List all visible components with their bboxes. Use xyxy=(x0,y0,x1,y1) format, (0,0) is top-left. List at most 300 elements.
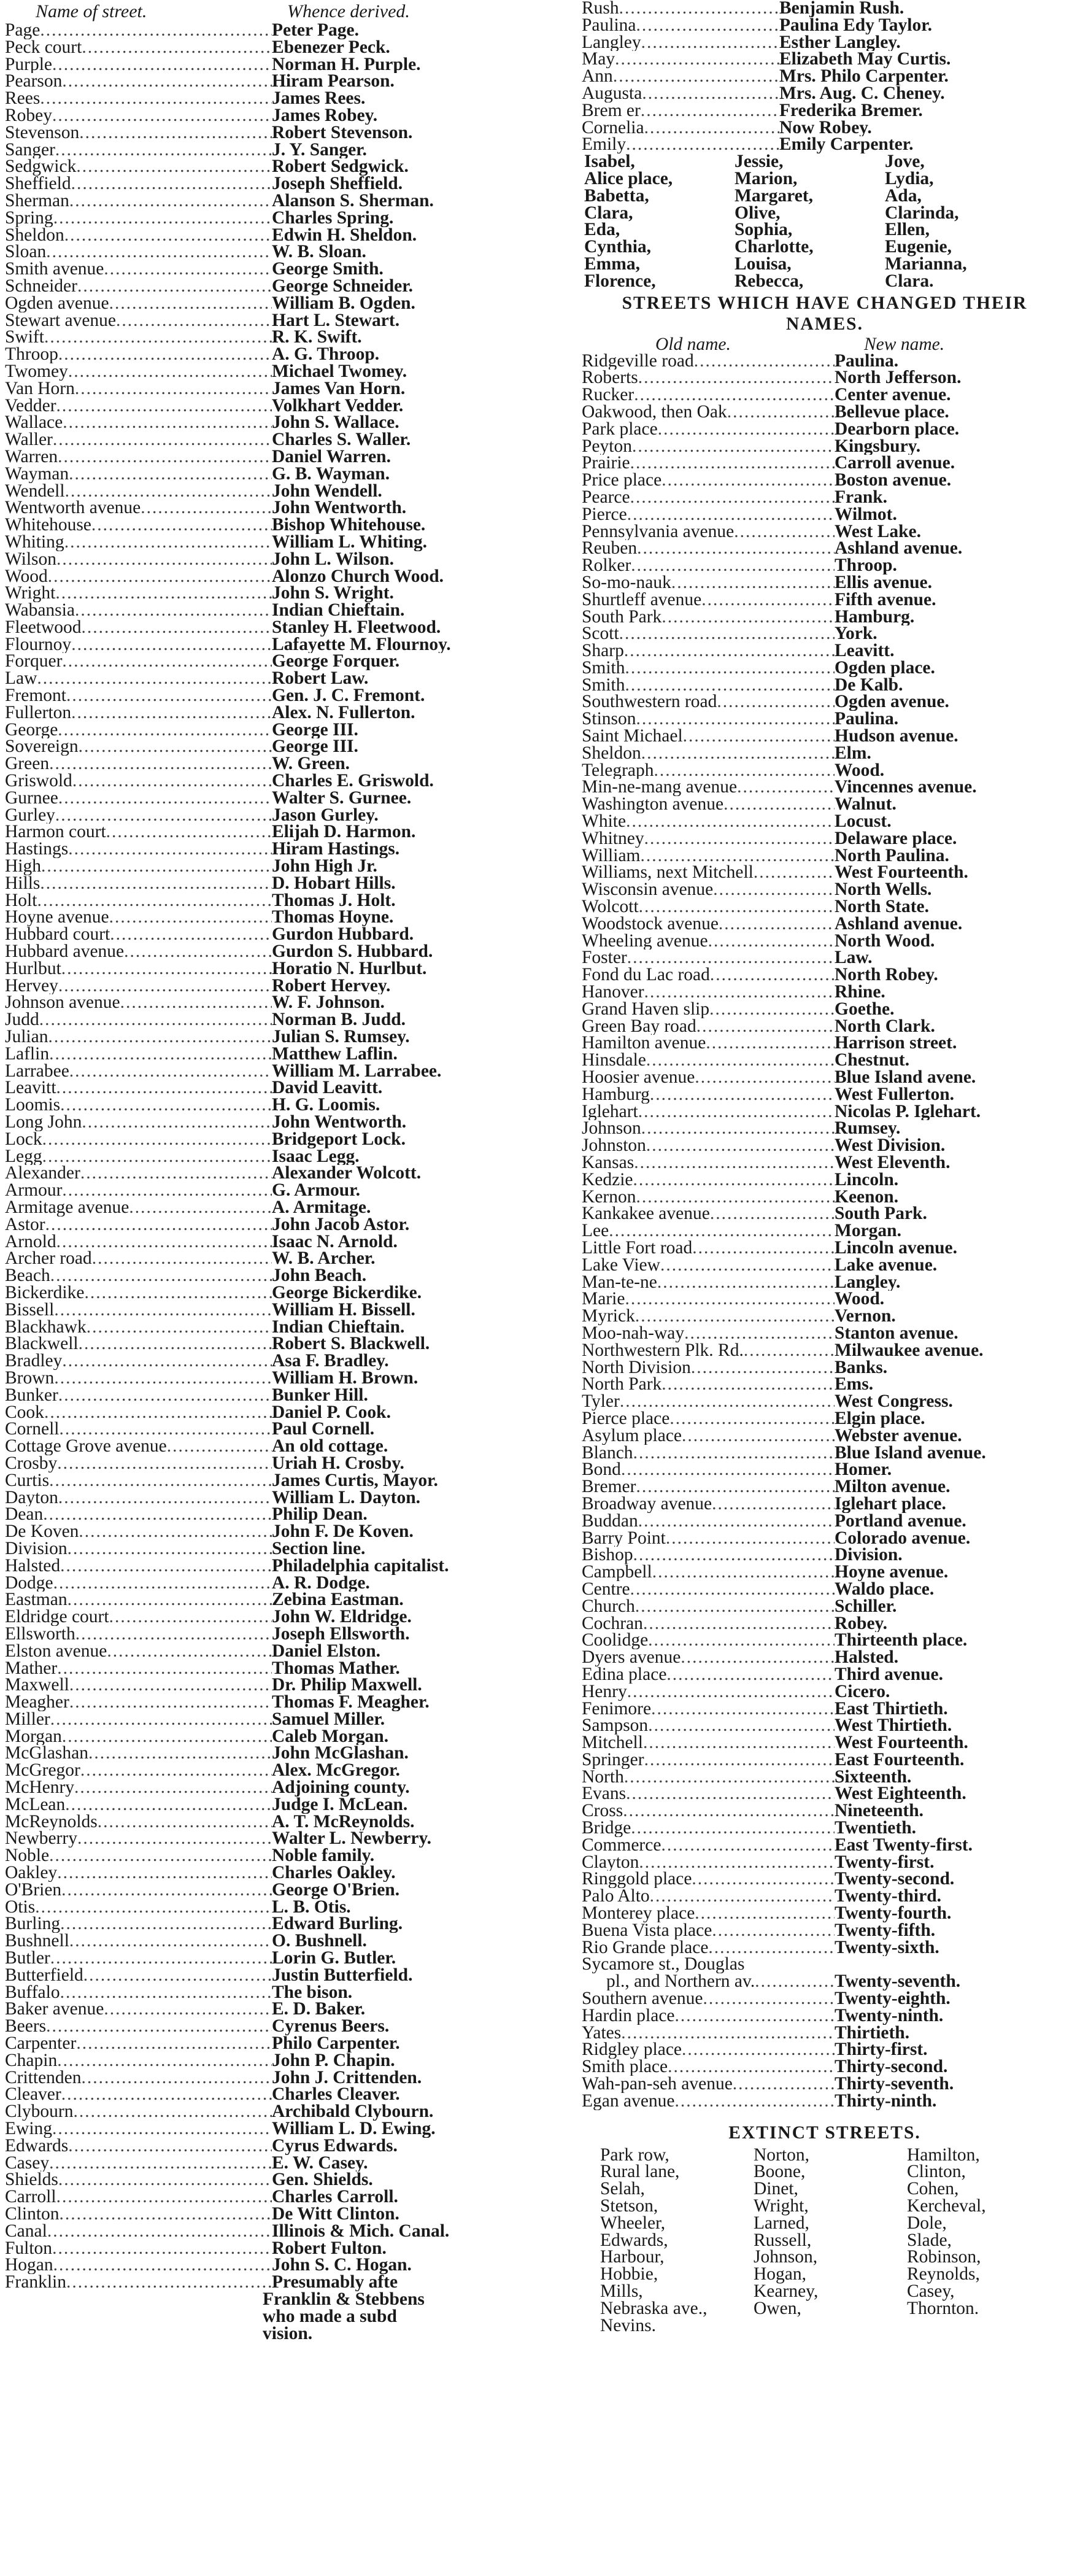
leader-dots xyxy=(77,1830,272,1847)
origin: David Leavitt. xyxy=(272,1080,383,1097)
leader-dots xyxy=(56,1080,272,1097)
list-item xyxy=(582,864,1068,881)
header-whence-derived: Whence derived. xyxy=(287,1,410,21)
list-item xyxy=(582,1547,1068,1564)
list-item xyxy=(582,899,1068,916)
leader-dots xyxy=(695,1069,835,1086)
old-name: Green Bay road xyxy=(582,1018,696,1035)
origin: Robert Sedgwick. xyxy=(272,158,409,176)
new-name: Langley. xyxy=(835,1274,901,1291)
street-name: Cornell xyxy=(5,1421,60,1439)
origin: Gurdon Hubbard. xyxy=(272,926,414,944)
list-item xyxy=(5,2172,560,2189)
old-name: Pierce xyxy=(582,506,627,524)
leader-dots xyxy=(682,2041,835,2059)
list-item xyxy=(5,1523,560,1541)
street-name: Fulton xyxy=(5,2240,53,2257)
street-name: Swift xyxy=(5,329,44,347)
origin: Dr. Philip Maxwell. xyxy=(272,1677,422,1695)
list-item xyxy=(5,1967,560,1984)
old-name: Dyers avenue xyxy=(582,1649,681,1666)
old-name: Park place xyxy=(582,420,658,438)
leader-dots xyxy=(40,90,272,107)
list-item xyxy=(582,1785,1068,1803)
street-name: Flournoy xyxy=(5,636,72,654)
leader-dots xyxy=(669,1410,835,1428)
street-name: Armitage avenue xyxy=(5,1199,129,1216)
street-name: Astor xyxy=(5,1216,45,1234)
extinct-street: Slade, xyxy=(907,2230,952,2250)
list-item xyxy=(5,1336,560,1353)
list-item xyxy=(582,779,1068,796)
street-name: Sanger xyxy=(5,141,55,159)
street-name: Gurnee xyxy=(5,789,58,807)
street-name: Clinton xyxy=(5,2206,60,2223)
list-item xyxy=(5,312,560,330)
origin: George Schneider. xyxy=(272,277,413,295)
origin: W. B. Sloan. xyxy=(272,244,366,261)
leader-dots xyxy=(52,2240,272,2257)
old-name: Smith xyxy=(582,676,625,694)
list-item xyxy=(5,1029,560,1046)
old-name: Iglehart xyxy=(582,1103,638,1121)
list-item xyxy=(582,506,1068,524)
new-name: Nicolas P. Iglehart. xyxy=(835,1103,981,1121)
street-name: Canal xyxy=(5,2222,47,2240)
origin: W. B. Archer. xyxy=(272,1250,376,1268)
list-item xyxy=(5,466,560,483)
leader-dots xyxy=(627,950,835,967)
leader-dots xyxy=(69,1933,272,1950)
extinct-street: Harbour, xyxy=(600,2247,665,2267)
old-name: Hamilton avenue xyxy=(582,1035,706,1053)
list-item xyxy=(582,489,1068,506)
leader-dots xyxy=(116,312,272,330)
leader-dots xyxy=(110,926,272,943)
street-name: Louisa, xyxy=(735,253,792,274)
street-name: Clybourn xyxy=(5,2103,74,2121)
list-item xyxy=(5,1046,560,1063)
list-item xyxy=(5,2223,560,2240)
list-item xyxy=(5,1865,560,1882)
list-item xyxy=(5,278,560,295)
origin: Thomas Mather. xyxy=(272,1660,400,1677)
leader-dots xyxy=(69,466,272,483)
street-name: Wright xyxy=(5,585,56,603)
street-name: Griswold xyxy=(5,773,72,790)
leader-dots xyxy=(710,1205,835,1223)
street-name: Butler xyxy=(5,1950,50,1967)
leader-dots xyxy=(104,2001,272,2018)
leader-dots xyxy=(60,2206,272,2223)
new-name: Wood. xyxy=(835,762,885,779)
origin: Hiram Pearson. xyxy=(272,73,395,91)
leader-dots xyxy=(69,1694,272,1711)
list-item xyxy=(582,1308,1068,1325)
list-item xyxy=(582,404,1068,421)
extinct-street: Robinson, xyxy=(907,2247,981,2267)
street-name: Noble xyxy=(5,1847,50,1865)
leader-dots xyxy=(651,1701,835,1718)
list-item xyxy=(582,2041,1068,2059)
extinct-street: Clinton, xyxy=(907,2162,966,2182)
list-item xyxy=(5,1319,560,1336)
list-item xyxy=(582,1155,1068,1172)
extinct-street: Johnson, xyxy=(754,2247,818,2267)
extinct-street: Hogan, xyxy=(754,2264,807,2284)
leader-dots xyxy=(49,756,272,773)
list-item xyxy=(582,438,1068,455)
list-item xyxy=(582,1223,1068,1240)
origin: Charles Oakley. xyxy=(272,1865,396,1882)
list-item xyxy=(582,2059,1068,2076)
new-name: North Paulina. xyxy=(835,847,949,865)
origin: William B. Ogden. xyxy=(272,295,415,312)
list-item xyxy=(582,0,1068,17)
origin: Philo Carpenter. xyxy=(272,2035,400,2052)
list-item xyxy=(582,1990,1068,2008)
leader-dots xyxy=(625,677,835,694)
old-name: Reuben xyxy=(582,540,638,558)
leader-dots xyxy=(639,899,835,916)
origin: J. Y. Sanger. xyxy=(272,141,367,159)
origin: Thomas F. Meagher. xyxy=(272,1694,430,1711)
old-name: Rolker xyxy=(582,557,631,574)
leader-dots xyxy=(636,1189,835,1206)
leader-dots xyxy=(62,653,272,670)
leader-dots xyxy=(48,1029,272,1046)
origin: Noble family. xyxy=(272,1847,375,1865)
origin: G. B. Wayman. xyxy=(272,465,390,483)
leader-dots xyxy=(82,1114,272,1131)
new-name: Blue Island avenue. xyxy=(835,1444,986,1462)
list-item xyxy=(5,1677,560,1694)
list-item xyxy=(5,1797,560,1814)
extinct-streets-grid xyxy=(582,2147,1068,2335)
leader-dots xyxy=(42,1131,272,1148)
leader-dots xyxy=(68,841,272,858)
origin: Mrs. Philo Carpenter. xyxy=(779,68,949,85)
leader-dots xyxy=(639,1854,835,1871)
new-name: Wilmot. xyxy=(835,506,897,524)
list-item xyxy=(582,1257,1068,1274)
leader-dots xyxy=(654,762,835,779)
new-name: North Wells. xyxy=(835,881,932,899)
new-name: Cicero. xyxy=(835,1683,890,1701)
leader-dots xyxy=(613,68,779,85)
extinct-street: Selah, xyxy=(600,2179,645,2199)
leader-dots xyxy=(42,1148,272,1166)
leader-dots xyxy=(98,1814,272,1831)
header-new-name: New name. xyxy=(864,334,945,354)
leader-dots xyxy=(635,1598,835,1615)
list-item xyxy=(5,1353,560,1370)
street-name: Franklin xyxy=(5,2274,66,2291)
leader-dots xyxy=(641,34,779,52)
old-name: Price place xyxy=(582,472,662,489)
leader-dots xyxy=(39,1011,272,1029)
street-name: George xyxy=(5,721,58,739)
origin: Horatio N. Hurlbut. xyxy=(272,960,427,978)
list-item xyxy=(5,1541,560,1558)
origin: Adjoining county. xyxy=(272,1779,410,1797)
list-item xyxy=(5,125,560,142)
street-name: Charlotte, xyxy=(735,237,814,257)
origin: R. K. Swift. xyxy=(272,329,362,347)
leader-dots xyxy=(88,1745,272,1762)
leader-dots xyxy=(76,158,272,176)
leader-dots xyxy=(719,916,835,933)
leader-dots xyxy=(107,1643,272,1660)
list-item xyxy=(5,1387,560,1404)
street-name: Julian xyxy=(5,1029,48,1046)
leader-dots xyxy=(49,1046,272,1063)
list-item xyxy=(582,625,1068,643)
list-item xyxy=(5,329,560,346)
street-name: Hills xyxy=(5,875,40,892)
leader-dots xyxy=(643,1615,835,1633)
list-item xyxy=(5,2035,560,2052)
street-name: Fullerton xyxy=(5,704,72,722)
street-name: Carpenter xyxy=(5,2035,77,2052)
leader-dots xyxy=(79,125,272,142)
leader-dots xyxy=(709,1001,835,1018)
extinct-street: Wright, xyxy=(754,2196,809,2216)
origin: Alexander Wolcott. xyxy=(272,1165,422,1183)
list-item xyxy=(582,1291,1068,1308)
street-name: Pearson xyxy=(5,73,63,91)
leader-dots xyxy=(109,295,272,312)
list-item xyxy=(5,1779,560,1797)
leader-dots xyxy=(62,73,272,90)
origin: James Van Horn. xyxy=(272,380,406,398)
street-name: Hastings xyxy=(5,841,69,859)
leader-dots xyxy=(64,534,272,551)
list-item xyxy=(582,1615,1068,1633)
new-name: Hoyne avenue. xyxy=(835,1564,949,1581)
changed-names-header xyxy=(582,335,1068,353)
old-name: Cochran xyxy=(582,1615,643,1633)
extinct-street: Casey, xyxy=(907,2281,955,2301)
leader-dots xyxy=(58,1490,272,1507)
new-name: West Lake. xyxy=(835,523,921,541)
list-item xyxy=(582,933,1068,950)
street-name: Lydia, xyxy=(885,168,934,188)
list-item xyxy=(582,540,1068,557)
extinct-street: Reynolds, xyxy=(907,2264,980,2284)
old-name: Wheeling avenue xyxy=(582,932,708,950)
extinct-street: Russell, xyxy=(754,2230,812,2250)
list-item xyxy=(582,916,1068,933)
street-name: Division xyxy=(5,1540,67,1558)
list-item xyxy=(5,193,560,210)
old-name: North Park xyxy=(582,1376,662,1394)
extinct-street: Larned, xyxy=(754,2213,809,2233)
leader-dots xyxy=(57,1455,272,1472)
new-name: Milwaukee avenue. xyxy=(835,1342,984,1360)
list-item xyxy=(5,705,560,722)
list-item xyxy=(5,1234,560,1251)
street-name: Van Horn xyxy=(5,380,75,398)
list-item xyxy=(582,1513,1068,1530)
leader-dots xyxy=(41,858,272,875)
old-name: Woodstock avenue xyxy=(582,915,719,933)
street-name: Marianna, xyxy=(885,253,967,274)
street-name: Cynthia, xyxy=(584,237,652,257)
leader-dots xyxy=(67,1541,272,1558)
new-name: Fifth avenue. xyxy=(835,591,936,609)
new-name: Thirty-seventh. xyxy=(835,2076,954,2093)
list-item xyxy=(582,950,1068,967)
new-name: Stanton avenue. xyxy=(835,1325,958,1342)
origin: E. W. Casey. xyxy=(272,2154,368,2172)
leader-dots xyxy=(632,438,835,455)
new-name: Twenty-ninth. xyxy=(835,2007,944,2025)
street-name: May xyxy=(582,51,615,69)
list-item xyxy=(5,1626,560,1643)
origin: Presumably afte xyxy=(272,2274,398,2291)
origin: Lorin G. Butler. xyxy=(272,1950,396,1967)
old-name: Whitney xyxy=(582,830,644,848)
street-name: Eda, xyxy=(584,220,620,240)
leader-dots xyxy=(54,1302,272,1319)
extinct-street: Hobbie, xyxy=(600,2264,658,2284)
list-item xyxy=(5,619,560,636)
street-name: Rees xyxy=(5,90,40,107)
leader-dots xyxy=(124,943,272,961)
origin: Robert Law. xyxy=(272,670,369,688)
leader-dots xyxy=(646,1137,835,1155)
list-item xyxy=(582,711,1068,728)
list-item xyxy=(5,1097,560,1114)
list-item xyxy=(5,841,560,858)
origin: A. Armitage. xyxy=(272,1199,371,1216)
list-item xyxy=(582,830,1068,848)
list-item xyxy=(5,1114,560,1131)
new-name: Iglehart place. xyxy=(835,1495,946,1513)
list-item xyxy=(5,1421,560,1438)
list-item xyxy=(582,1956,1068,1973)
origin: W. F. Johnson. xyxy=(272,994,385,1012)
leader-dots xyxy=(71,636,272,654)
leader-dots xyxy=(671,574,835,592)
street-name: Eugenie, xyxy=(885,237,952,257)
leader-dots xyxy=(644,120,779,137)
leader-dots xyxy=(634,1155,835,1172)
leader-dots xyxy=(644,830,835,848)
leader-dots xyxy=(615,51,779,68)
list-item xyxy=(582,660,1068,677)
origin: George O'Brien. xyxy=(272,1881,400,1899)
new-name: Banks. xyxy=(835,1359,888,1377)
leader-dots xyxy=(624,1769,835,1786)
leader-dots xyxy=(62,1728,272,1746)
street-name: Sovereign xyxy=(5,738,79,756)
origin: A. T. McReynolds. xyxy=(272,1813,415,1831)
street-name: Ewing xyxy=(5,2121,53,2138)
list-item xyxy=(582,1172,1068,1189)
list-item xyxy=(582,102,1068,120)
extinct-streets-title: EXTINCT STREETS. xyxy=(728,2122,921,2143)
list-item xyxy=(582,813,1068,830)
old-name: Egan avenue xyxy=(582,2092,675,2110)
list-item xyxy=(582,694,1068,711)
new-name: Vincennes avenue. xyxy=(835,779,977,797)
old-name: Bond xyxy=(582,1461,621,1479)
list-item xyxy=(5,227,560,244)
list-item xyxy=(5,1472,560,1490)
street-name: Elston avenue xyxy=(5,1642,107,1660)
extinct-street: Nebraska ave., xyxy=(600,2298,708,2318)
origin: G. Armour. xyxy=(272,1182,360,1199)
new-name: Paulina. xyxy=(835,711,899,729)
street-name: Bissell xyxy=(5,1301,55,1319)
franklin-continuation xyxy=(5,2291,560,2308)
origin: John Wentworth. xyxy=(272,1114,407,1131)
old-name: Rio Grande place xyxy=(582,1939,709,1957)
list-item xyxy=(5,1916,560,1933)
leader-dots xyxy=(696,1018,835,1035)
origin: Philadelphia capitalist. xyxy=(272,1557,449,1575)
list-item xyxy=(5,1165,560,1182)
origin: Emily Carpenter. xyxy=(779,136,914,154)
new-name: Waldo place. xyxy=(835,1580,935,1598)
street-name: Long John xyxy=(5,1114,82,1131)
origin: Illinois & Mich. Canal. xyxy=(272,2222,450,2240)
list-item xyxy=(5,1011,560,1029)
leader-dots xyxy=(631,557,835,574)
street-name: Dayton xyxy=(5,1489,58,1507)
list-item xyxy=(5,551,560,568)
list-item xyxy=(582,1735,1068,1752)
old-name: Ridgeville road xyxy=(582,352,694,370)
street-name: Harmon court xyxy=(5,824,106,841)
list-item xyxy=(5,943,560,961)
new-name: East Thirtieth. xyxy=(835,1700,948,1718)
old-name: Church xyxy=(582,1598,635,1615)
leader-dots xyxy=(84,1285,272,1302)
list-item xyxy=(582,1410,1068,1428)
old-name: Centre xyxy=(582,1580,630,1598)
new-name: Hudson avenue. xyxy=(835,728,958,745)
extinct-column xyxy=(907,2147,1060,2335)
origin: Hart L. Stewart. xyxy=(272,312,400,330)
old-name: Blanch xyxy=(582,1444,633,1462)
list-item xyxy=(582,524,1068,541)
leader-dots xyxy=(82,619,272,636)
old-name: Smith place xyxy=(582,2059,668,2076)
leader-dots xyxy=(630,1581,835,1598)
origin: De Witt Clinton. xyxy=(272,2206,399,2223)
leader-dots xyxy=(56,1234,272,1251)
origin: George III. xyxy=(272,738,358,756)
leader-dots xyxy=(69,1677,272,1694)
extinct-street: Nevins. xyxy=(600,2315,656,2335)
extinct-column xyxy=(754,2147,907,2335)
leader-dots xyxy=(66,687,272,705)
street-name: Holt xyxy=(5,892,37,910)
new-name: Center avenue. xyxy=(835,387,951,404)
leader-dots xyxy=(58,2172,272,2189)
leader-dots xyxy=(58,449,272,466)
origin: Bunker Hill. xyxy=(272,1387,368,1404)
leader-dots xyxy=(695,1905,835,1922)
old-name: Fond du Lac road xyxy=(582,967,710,984)
street-name: Eldridge court xyxy=(5,1609,109,1626)
leader-dots xyxy=(62,1353,272,1370)
new-name: West Congress. xyxy=(835,1393,953,1410)
old-name: Hamburg xyxy=(582,1086,650,1104)
